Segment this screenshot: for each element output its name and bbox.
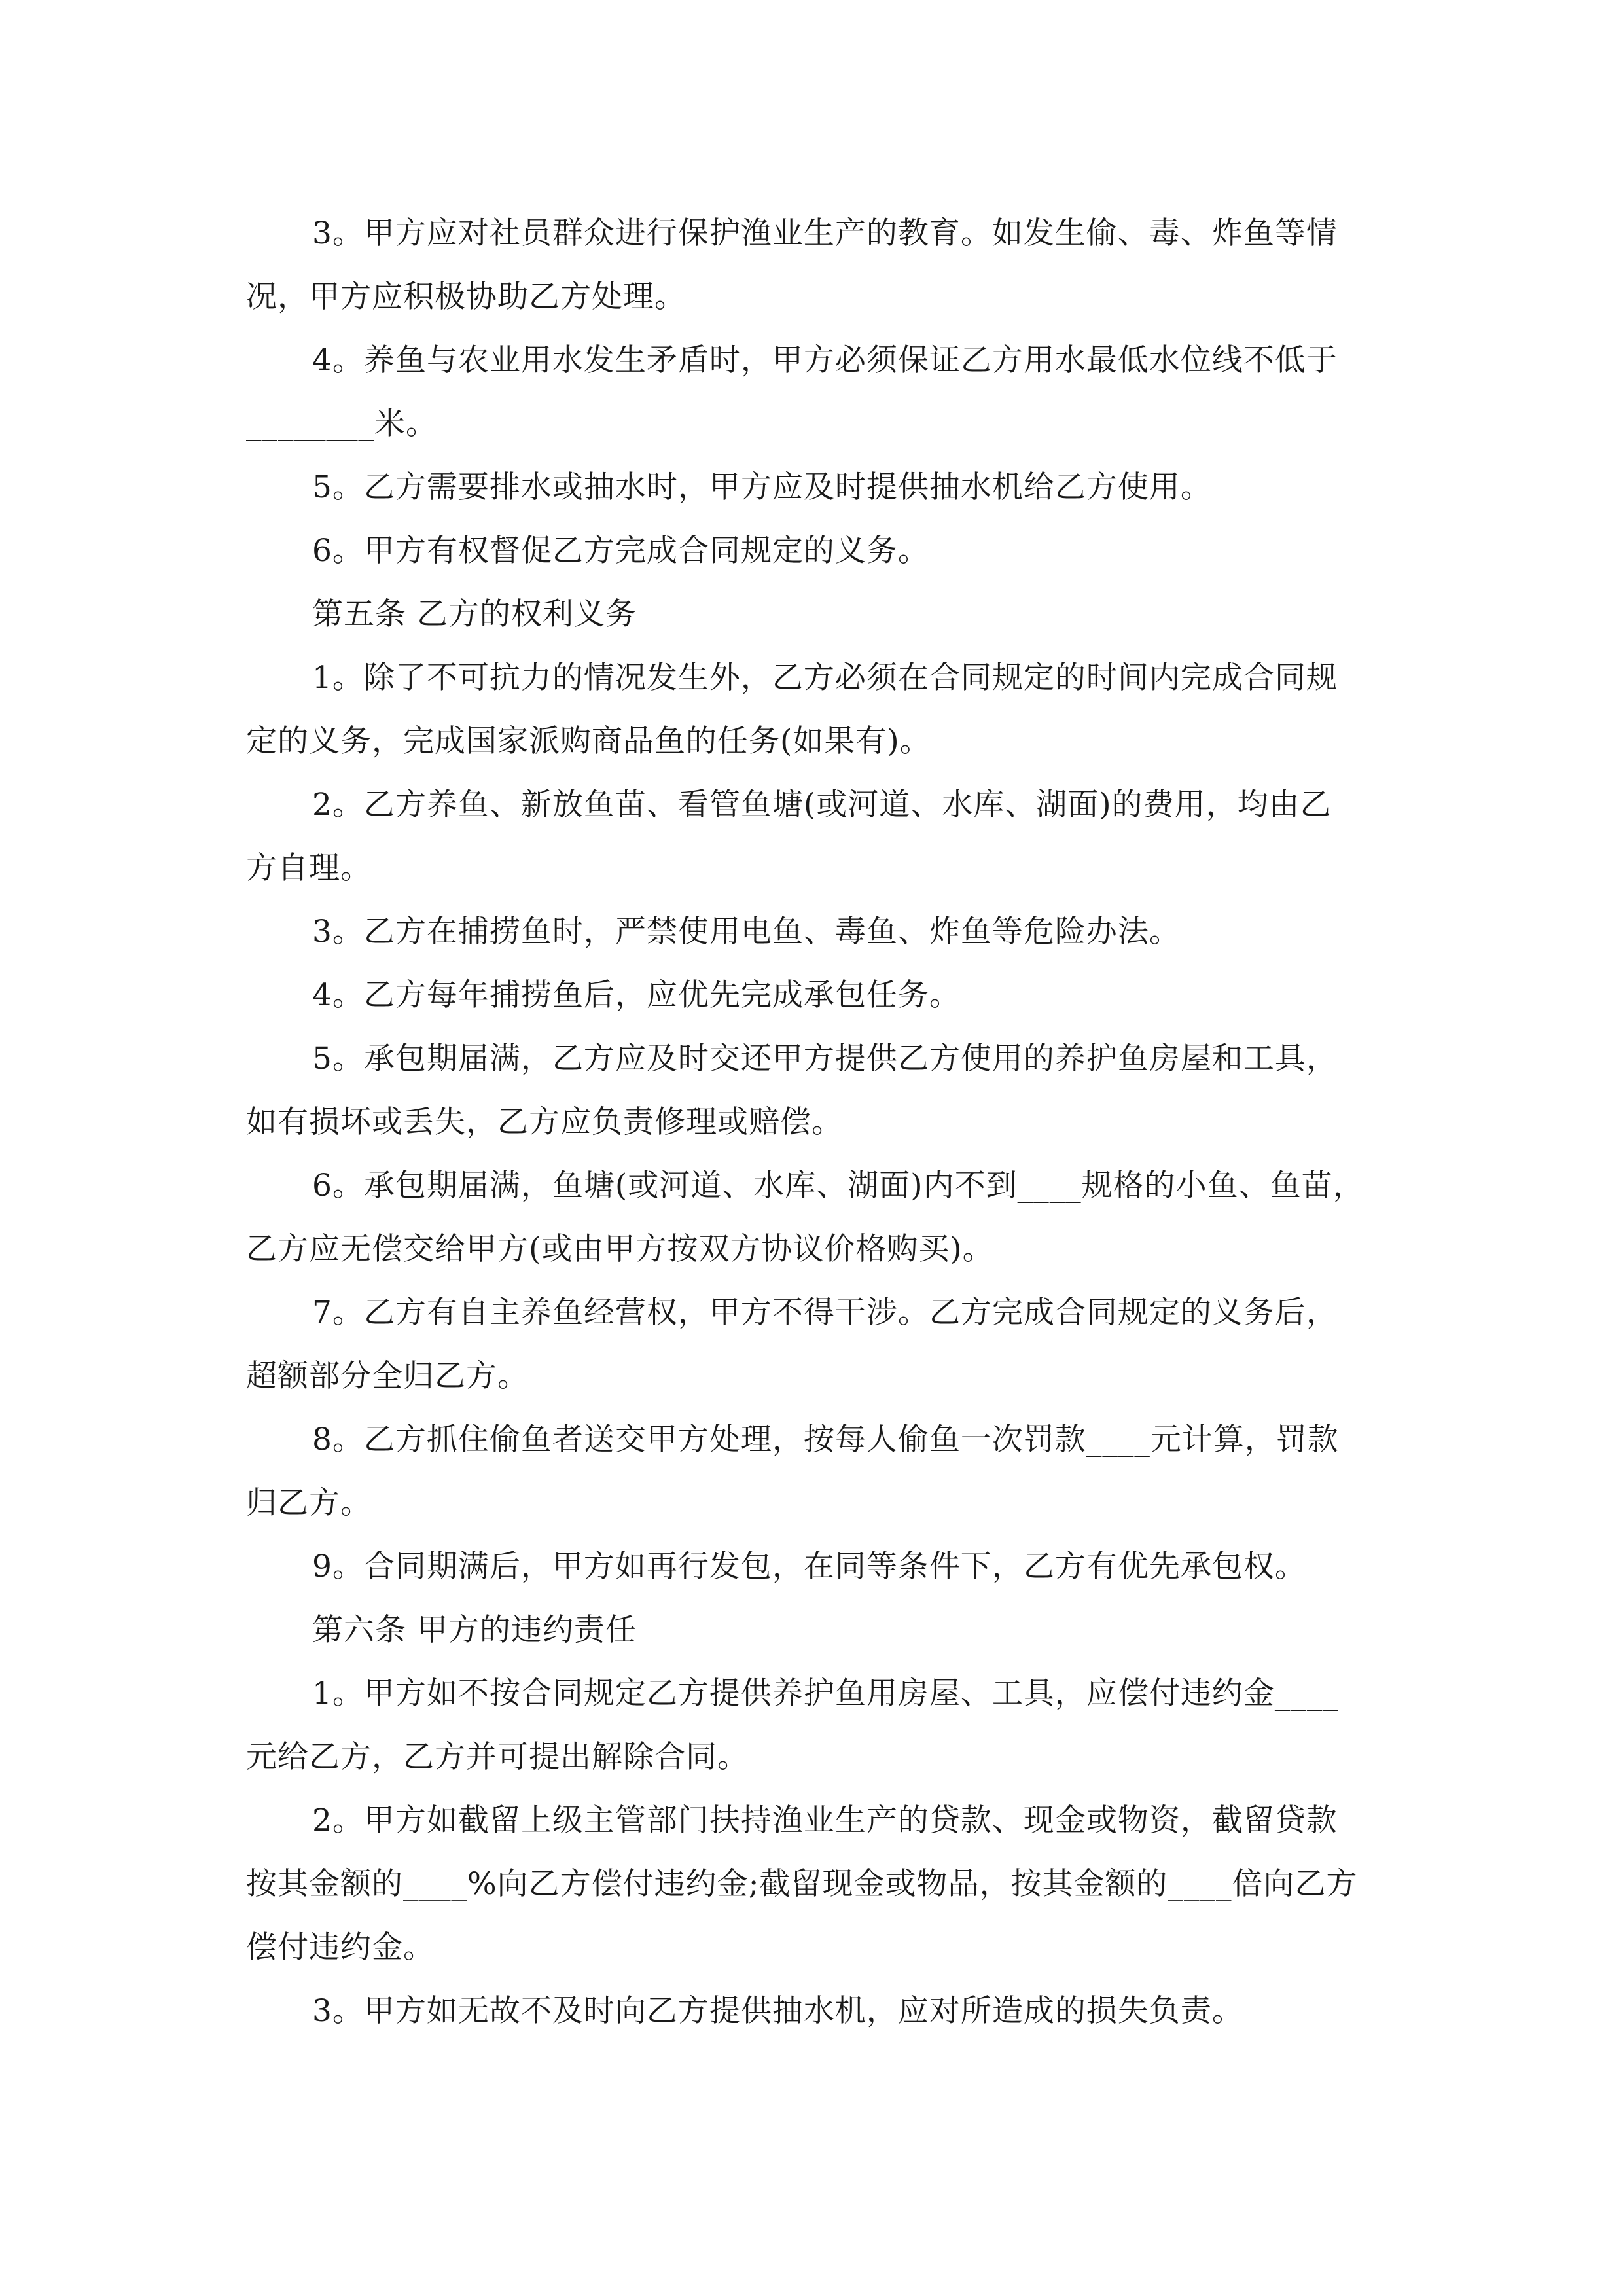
text-line: 偿付违约金。: [246, 1929, 435, 1965]
text-line: 元给乙方，乙方并可提出解除合同。: [246, 1739, 749, 1775]
text-line: 3。甲方应对社员群众进行保护渔业生产的教育。如发生偷、毒、炸鱼等情: [312, 215, 1338, 251]
text-line: 况，甲方应积极协助乙方处理。: [246, 279, 686, 315]
text-line: 4。乙方每年捕捞鱼后，应优先完成承包任务。: [312, 977, 961, 1013]
document-body: [246, 202, 1385, 2043]
text-line: 3。乙方在捕捞鱼时，严禁使用电鱼、毒鱼、炸鱼等危险办法。: [312, 914, 1181, 950]
text-line: 7。乙方有自主养鱼经营权，甲方不得干涉。乙方完成合同规定的义务后，: [312, 1295, 1338, 1331]
text-line: 第五条 乙方的权利义务: [312, 596, 637, 632]
text-line: 6。甲方有权督促乙方完成合同规定的义务。: [312, 533, 929, 569]
text-line: 8。乙方抓住偷鱼者送交甲方处理，按每人偷鱼一次罚款____元计算，罚款: [312, 1422, 1339, 1458]
text-line: 方自理。: [246, 850, 372, 886]
text-line: 4。养鱼与农业用水发生矛盾时，甲方必须保证乙方用水最低水位线不低于: [312, 342, 1338, 378]
text-line: 按其金额的____%向乙方偿付违约金;截留现金或物品，按其金额的____倍向乙方: [246, 1866, 1358, 1902]
text-line: 1。甲方如不按合同规定乙方提供养护鱼用房屋、工具，应偿付违约金____: [312, 1676, 1339, 1712]
text-line: 定的义务，完成国家派购商品鱼的任务(如果有)。: [246, 723, 931, 759]
text-line: ________米。: [246, 406, 437, 442]
text-line: 乙方应无偿交给甲方(或由甲方按双方协议价格购买)。: [246, 1231, 994, 1267]
text-line: 9。合同期满后，甲方如再行发包，在同等条件下，乙方有优先承包权。: [312, 1549, 1306, 1585]
text-line: 归乙方。: [246, 1485, 372, 1521]
text-line: 3。甲方如无故不及时向乙方提供抽水机，应对所造成的损失负责。: [312, 1993, 1243, 2029]
text-line: 5。承包期届满，乙方应及时交还甲方提供乙方使用的养护鱼房屋和工具，: [312, 1041, 1338, 1077]
text-line: 5。乙方需要排水或抽水时，甲方应及时提供抽水机给乙方使用。: [312, 469, 1212, 505]
text-line: 如有损坏或丢失，乙方应负责修理或赔偿。: [246, 1104, 843, 1140]
text-line: 超额部分全归乙方。: [246, 1358, 529, 1394]
text-line: 2。甲方如截留上级主管部门扶持渔业生产的贷款、现金或物资，截留贷款: [312, 1803, 1338, 1839]
text-line: 第六条 甲方的违约责任: [312, 1612, 637, 1648]
text-line: 6。承包期届满，鱼塘(或河道、水库、湖面)内不到____规格的小鱼、鱼苗，: [312, 1168, 1364, 1204]
text-line: 1。除了不可抗力的情况发生外，乙方必须在合同规定的时间内完成合同规: [312, 660, 1338, 696]
text-line: 2。乙方养鱼、新放鱼苗、看管鱼塘(或河道、水库、湖面)的费用，均由乙: [312, 787, 1332, 823]
